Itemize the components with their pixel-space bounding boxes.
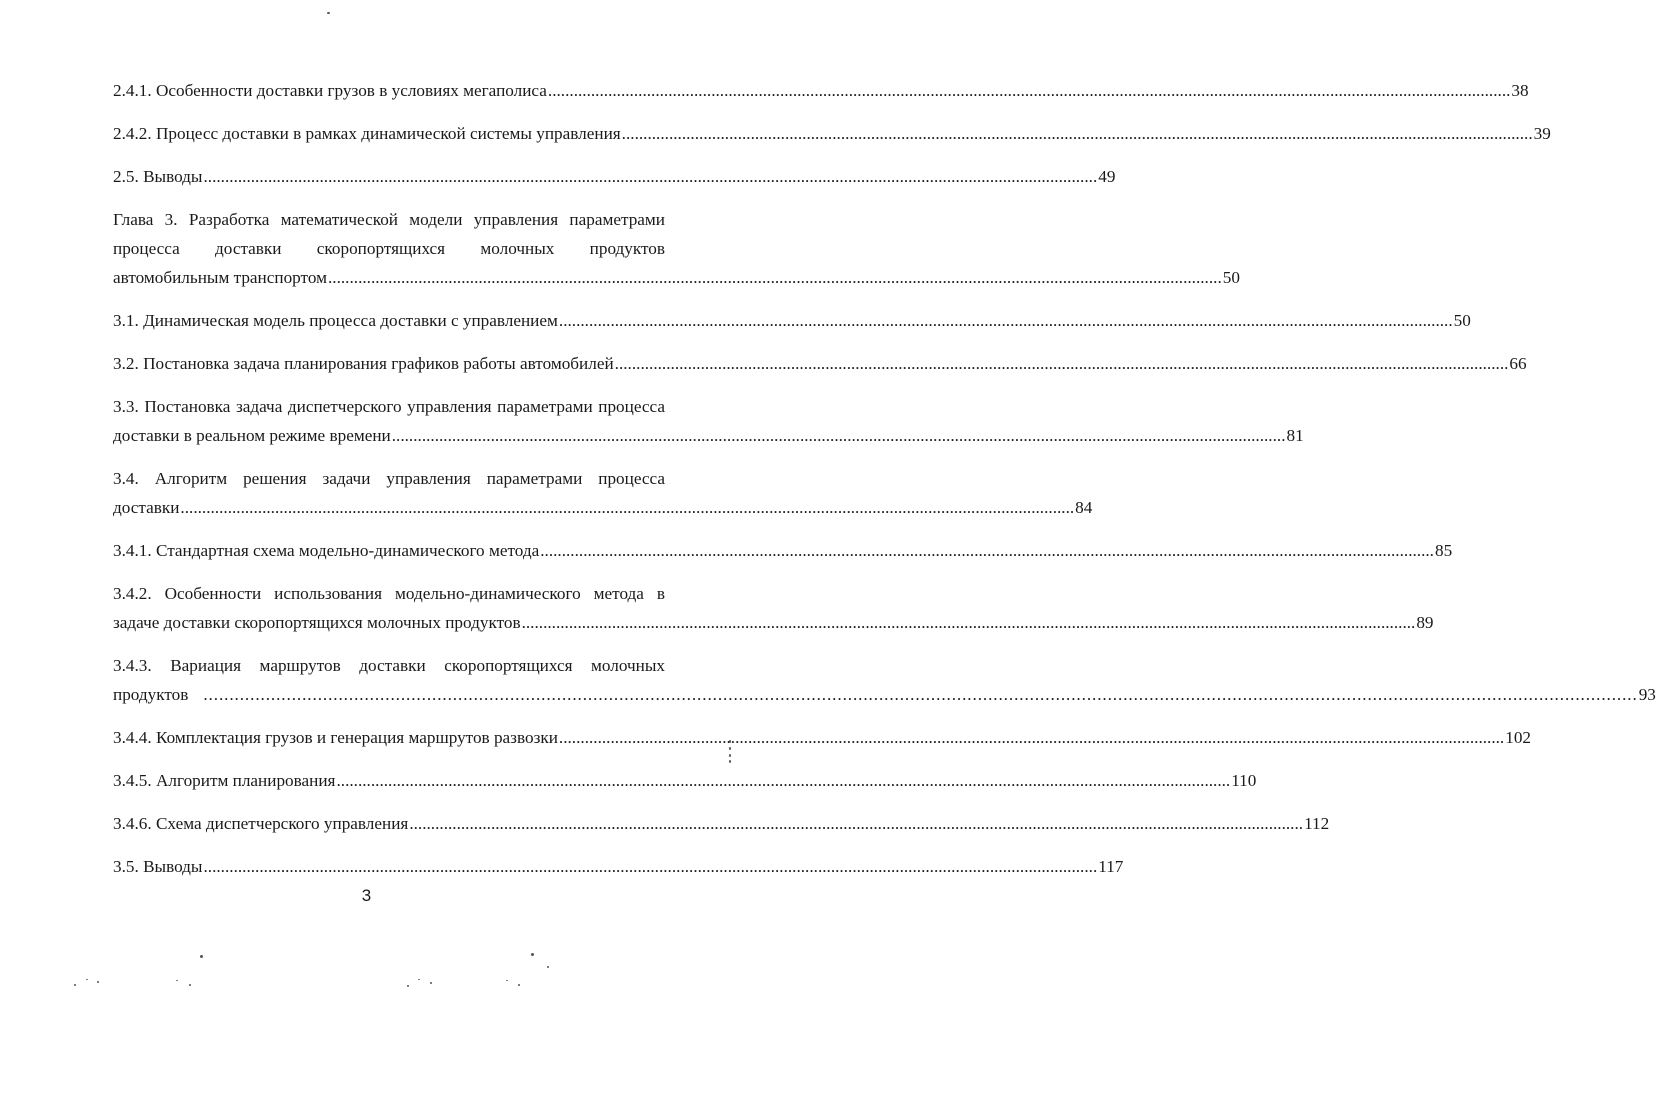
scan-speck (531, 953, 534, 956)
toc-leader-dots (559, 306, 1453, 335)
toc-leader-dots (540, 536, 1434, 565)
toc-entry (113, 536, 1453, 565)
toc-leader-dots (336, 766, 1230, 795)
toc-entry (113, 464, 1093, 522)
toc-page-number: 66 (1509, 354, 1527, 373)
toc-entry-title: 3.2. Постановка задача планирования графиков работы автомобилей (113, 354, 614, 373)
toc-entry (113, 651, 1656, 709)
toc-page-number: 85 (1434, 541, 1453, 560)
toc-leader-dots: ..... ............ (559, 723, 1504, 752)
toc-entry-title: доставки (113, 498, 180, 517)
toc-page-number: 38 (1511, 81, 1529, 100)
toc-page-number: 110 (1231, 771, 1257, 790)
toc-entry (113, 809, 1330, 838)
toc-entry (113, 723, 1531, 752)
scan-speck (430, 982, 432, 984)
toc-page-number: 49 (1098, 167, 1116, 186)
toc-entry (113, 349, 1527, 378)
toc-entry (113, 76, 1529, 105)
scan-speck (506, 980, 508, 981)
toc-entry-title: 2.5. Выводы (113, 167, 203, 186)
scan-speck (547, 966, 549, 968)
toc-entry (113, 119, 1551, 148)
scan-speck (176, 980, 178, 981)
toc-page-number: 39 (1533, 124, 1551, 143)
toc-entry (113, 579, 1434, 637)
scan-speck (407, 985, 409, 987)
toc-leader-dots (203, 162, 1097, 191)
toc-entry-title: 3.4.5. Алгоритм планирования (113, 771, 336, 790)
toc-leader-dots (180, 493, 1074, 522)
toc-leader-dots (328, 263, 1222, 292)
scan-speck (189, 984, 191, 986)
toc-leader-dots (409, 809, 1303, 838)
scan-speck (729, 760, 731, 763)
toc-entry-title: 3.5. Выводы (113, 857, 203, 876)
toc-leader-dots (203, 852, 1097, 881)
toc-page-number: 112 (1304, 814, 1330, 833)
toc-entry (113, 205, 1240, 292)
scan-speck (518, 984, 520, 986)
toc-page-number: 50 (1222, 268, 1240, 287)
toc-entry-title: 3.4.1. Стандартная схема модельно-динамического метода (113, 541, 540, 560)
toc-entry-title: доставки в реальном режиме времени (113, 426, 391, 445)
scan-speck (97, 981, 99, 983)
toc-page-number: 117 (1098, 857, 1124, 876)
toc-entry (113, 392, 1304, 450)
toc-leader-dots (615, 349, 1509, 378)
scan-speck (200, 955, 203, 958)
toc-entry (113, 766, 1257, 795)
scan-speck (729, 740, 731, 743)
toc-page-number: 93 (1638, 685, 1656, 704)
toc-entry-title: 3.4.6. Схема диспетчерского управления (113, 814, 409, 833)
toc-leader-dots (522, 608, 1416, 637)
toc-page-number: 102 (1505, 728, 1531, 747)
scan-speck (74, 984, 76, 986)
scan-speck (327, 12, 330, 14)
toc-entry-line: 3.3. Постановка задача диспетчерского управления параметрами процесса (113, 397, 665, 416)
page-number: 3 (361, 886, 372, 905)
scan-speck (86, 979, 88, 980)
toc-entry (113, 162, 1116, 191)
toc-entry (113, 852, 1124, 881)
toc-entry-title: 3.4.4. Комплектация грузов и генерация маршрутов развозки (113, 728, 558, 747)
table-of-contents (113, 76, 1656, 881)
scan-speck (729, 754, 731, 757)
toc-entry-line: 3.4.2. Особенности использования модельно-динамического метода в (113, 584, 665, 603)
toc-entry-title: 3.1. Динамическая модель процесса доставки с управлением (113, 311, 558, 330)
toc-leader-dots (392, 421, 1286, 450)
toc-entry-title: 2.4.2. Процесс доставки в рамках динамической системы управления (113, 124, 621, 143)
toc-page-number: 50 (1453, 311, 1471, 330)
scan-speck (729, 747, 731, 750)
toc-page-number: 81 (1286, 426, 1304, 445)
toc-entry-title: 2.4.1. Особенности доставки грузов в условиях мегаполиса (113, 81, 547, 100)
toc-entry (113, 306, 1471, 335)
toc-leader-dots: ..... .................................................................... (203, 680, 1637, 709)
toc-leader-dots: ..... .... (622, 119, 1533, 148)
toc-entry-line: Глава 3. Разработка математической модели управления параметрами (113, 210, 665, 229)
toc-leader-dots: ..... ................ (548, 76, 1511, 105)
toc-entry-line: 3.4. Алгоритм решения задачи управления параметрами процесса (113, 469, 665, 488)
scan-speck (418, 979, 420, 980)
toc-page-number: 89 (1416, 613, 1434, 632)
toc-entry-title: продуктов (113, 685, 189, 704)
scan-margin-marks (729, 740, 732, 764)
toc-entry-title: задаче доставки скоропортящихся молочных продуктов (113, 613, 521, 632)
toc-entry-line: 3.4.3. Вариация маршрутов доставки скоропортящихся молочных (113, 656, 665, 675)
toc-page-number: 84 (1075, 498, 1093, 517)
toc-entry-title: автомобильным транспортом (113, 268, 327, 287)
toc-entry-line: процесса доставки скоропортящихся молочных продуктов (113, 239, 665, 258)
